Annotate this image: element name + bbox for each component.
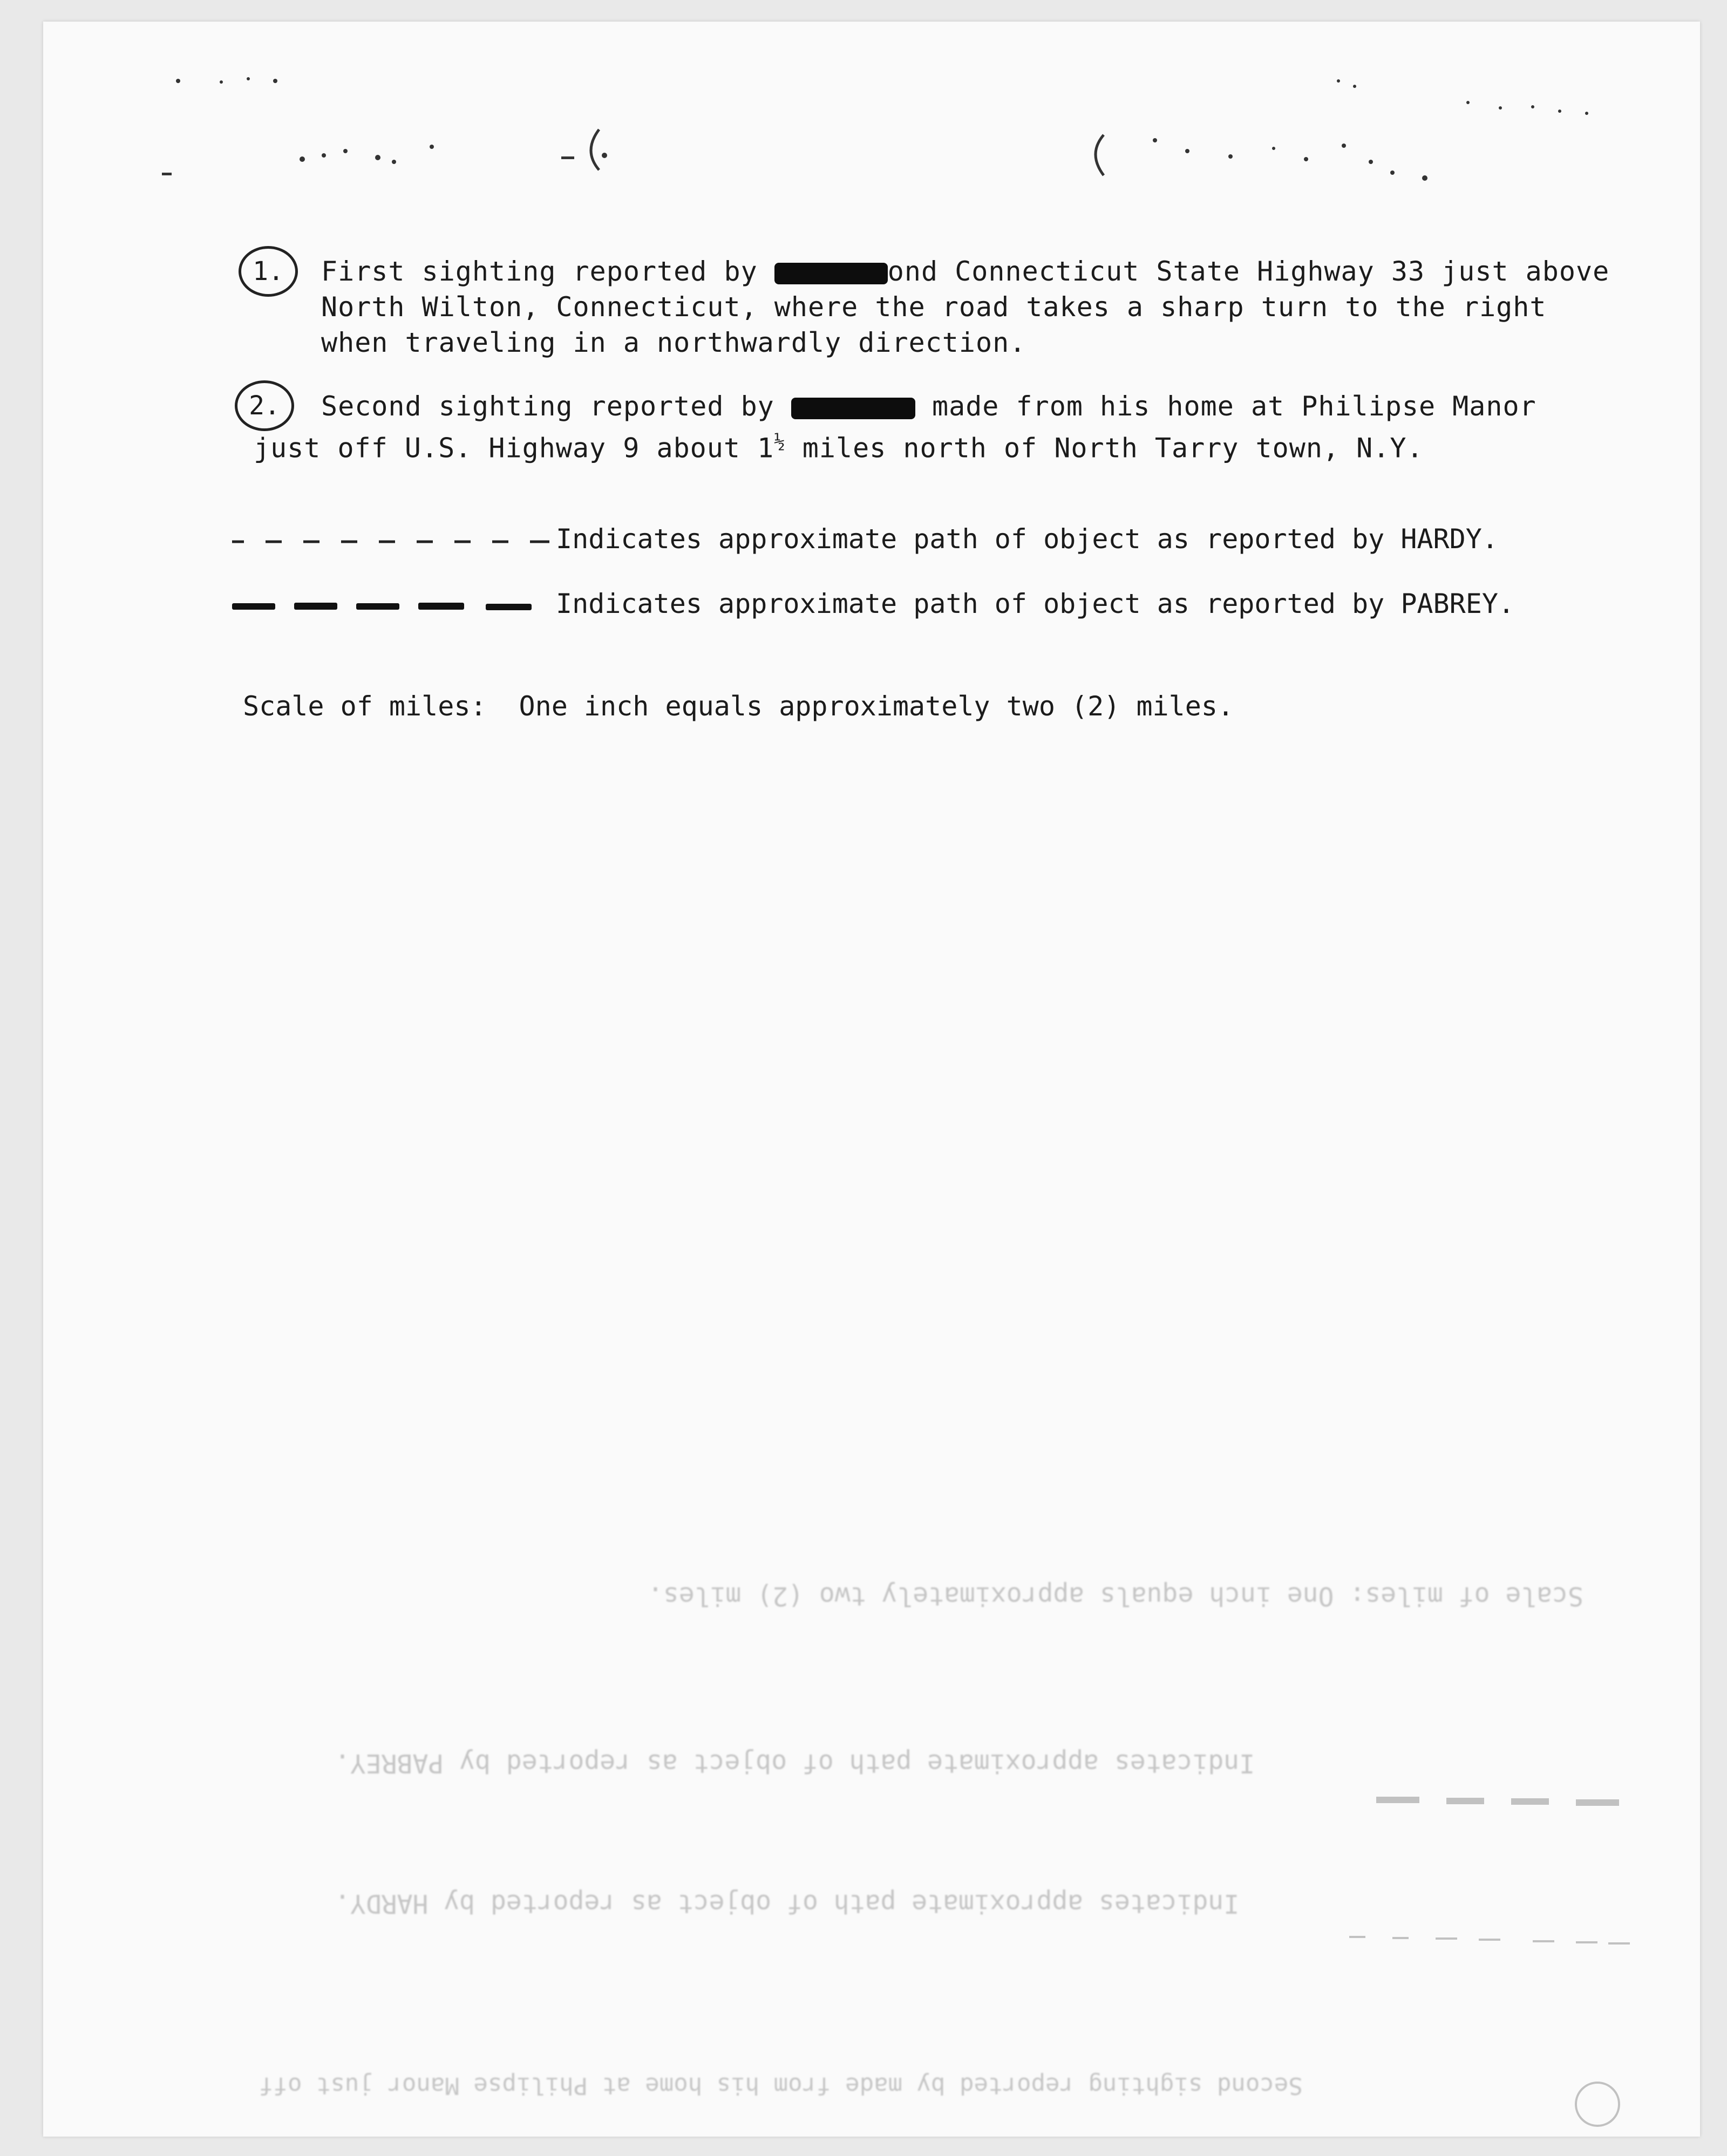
sighting-1-text-start: First sighting reported by: [321, 256, 758, 287]
sighting-1-text-end: ond Connecticut State Highway 33 just above: [887, 256, 1610, 287]
sighting-2-line-2-end: miles north of North Tarry town, N.Y.: [802, 432, 1424, 464]
legend-row-hardy: [232, 523, 1689, 561]
sighting-2-line-2-start: just off U.S. Highway 9 about 1: [254, 432, 774, 464]
legend-pabrey-text: Indicates approximate path of object as reported by PABREY.: [556, 588, 1515, 619]
legend-row-pabrey: [232, 588, 1689, 626]
bleed-through-line-c: Indicates approximate path of object as reported by HARDY.: [335, 1888, 1240, 1919]
legend-hardy-text: Indicates approximate path of object as reported by HARDY.: [556, 523, 1498, 555]
sighting-paragraph-1: [321, 254, 1660, 360]
fraction-half: ½: [774, 431, 786, 453]
scale-text: One inch equals approximately two (2) miles.: [519, 691, 1234, 722]
item-number-circle-1: [239, 246, 298, 297]
sighting-2-text-end: made from his home at Philipse Manor: [932, 391, 1536, 422]
document-page: [43, 22, 1700, 2137]
thick-dashed-line-icon: [232, 596, 550, 617]
bleed-through-line-a: Scale of miles: One inch equals approximately two (2) miles.: [648, 1581, 1583, 1611]
bleed-through-line-b: Indicates approximate path of object as reported by PABREY.: [335, 1748, 1255, 1778]
scale-label: Scale of miles:: [243, 691, 487, 722]
sighting-1-line-3: when traveling in a northwardly direction.: [321, 327, 1026, 358]
sighting-paragraph-2: [254, 388, 1668, 466]
redaction-block: [774, 263, 888, 284]
sighting-2-text-start: Second sighting reported by: [321, 391, 774, 422]
bleed-through-line-d: Second sighting reported by made from his home at Philipse Manor just off: [259, 2072, 1303, 2099]
scan-specks: [43, 22, 1700, 237]
item-number-1: 1.: [253, 256, 284, 286]
sighting-1-line-2: North Wilton, Connecticut, where the road takes a sharp turn to the right: [321, 291, 1547, 323]
sighting-2-line-2: [254, 424, 1668, 466]
thin-dashed-line-icon: [232, 531, 550, 552]
redaction-block: [791, 398, 915, 419]
sighting-1-line-1: [321, 254, 1660, 289]
sighting-2-line-1: [254, 388, 1668, 424]
item-number-2: 2.: [249, 391, 280, 421]
scale-line: [243, 691, 1234, 722]
